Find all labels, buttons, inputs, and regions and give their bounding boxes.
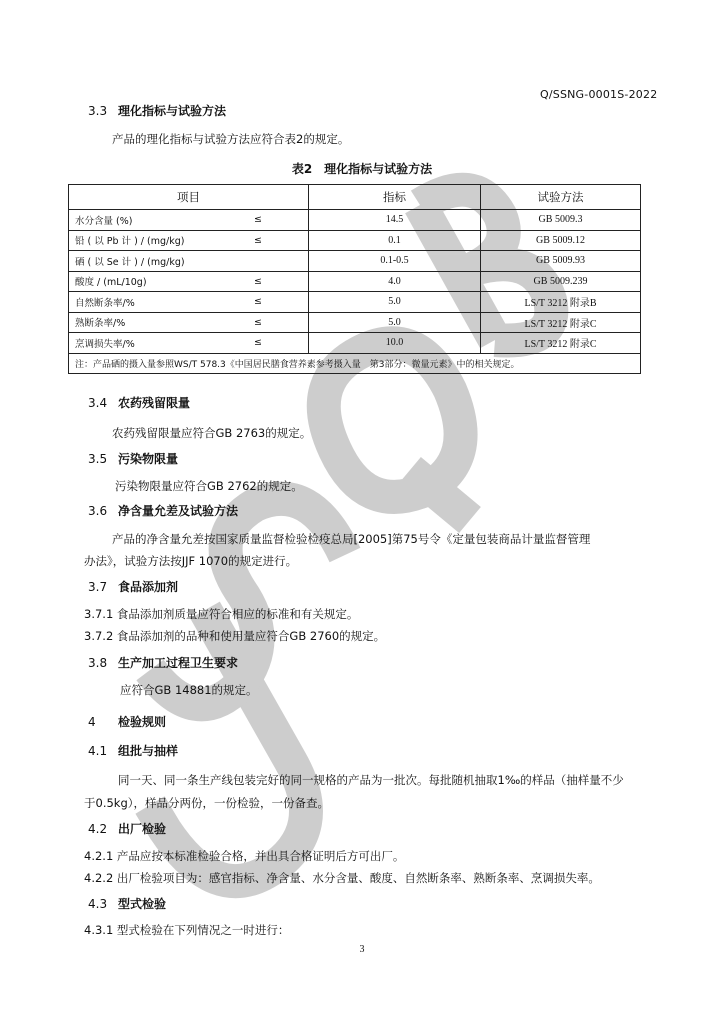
row-item: 烹调损失率/% (75, 338, 135, 350)
page-number: 3 (359, 944, 365, 955)
row-value: 4.0 (309, 271, 481, 292)
section-number: 3.3 (88, 104, 108, 118)
section-title: 农药残留限量 (118, 396, 191, 410)
table-row (69, 271, 641, 292)
table-row (69, 292, 641, 313)
section-title: 型式检验 (118, 897, 167, 911)
section-3-7-heading (88, 578, 178, 595)
section-3-6-text-line1: 产品的净含量允差按国家质量监督检验检疫总局[2005]第75号令《定量包装商品计量监督管理 (112, 532, 591, 546)
row-operator: ≤ (254, 296, 262, 308)
row-value: 10.0 (309, 333, 481, 354)
table-row (69, 210, 641, 231)
section-title: 出厂检验 (118, 822, 167, 836)
row-value: 0.1 (309, 230, 481, 251)
section-4-1-text-line1: 同一天、同一条生产线包装完好的同一规格的产品为一批次。每批随机抽取1‰的样品（抽样量不少 (118, 773, 624, 787)
row-item: 水分含量 (%) (75, 215, 133, 227)
section-4-2-2: 4.2.2 出厂检验项目为：感官指标、净含量、水分含量、酸度、自然断条率、熟断条率、烹调损失率。 (84, 871, 600, 885)
section-4-3-1: 4.3.1 型式检验在下列情况之一时进行： (84, 923, 290, 937)
table-note: 注：产品硒的摄入量参照WS/T 578.3《中国居民膳食营养素参考摄入量 第3部分：微量元素》中的相关规定。 (69, 353, 641, 374)
section-number: 4.2 (88, 822, 108, 836)
section-4-1-text-line2: 于0.5kg），样品分两份，一份检验，一份备查。 (84, 796, 329, 810)
section-number: 4.1 (88, 744, 108, 758)
row-item: 熟断条率/% (75, 318, 126, 330)
section-4-2-1: 4.2.1 产品应按本标准检验合格，并出具合格证明后方可出厂。 (84, 849, 405, 863)
row-method: GB 5009.93 (481, 251, 641, 272)
row-operator: ≤ (254, 316, 262, 328)
row-item: 自然断条率/% (75, 297, 135, 309)
section-3-6-heading (88, 502, 238, 519)
table-caption: 表2 理化指标与试验方法 (291, 162, 433, 176)
watermark-letter-s (150, 499, 345, 705)
section-title: 食品添加剂 (118, 580, 179, 594)
section-title: 理化指标与试验方法 (118, 104, 227, 118)
section-number: 3.8 (88, 656, 108, 670)
table-row (69, 333, 641, 354)
header-value: 指标 (309, 185, 481, 210)
table-note-row (69, 353, 641, 374)
row-item: 酸度 / (mL/10g) (75, 277, 147, 289)
section-4-1-heading (88, 742, 178, 759)
section-4-heading (88, 713, 166, 730)
row-operator: ≤ (254, 337, 262, 349)
row-method: GB 5009.239 (481, 271, 641, 292)
row-item: 硒 ( 以 Se 计 ) / (mg/kg) (75, 256, 185, 268)
header-method: 试验方法 (481, 185, 641, 210)
section-title: 生产加工过程卫生要求 (118, 656, 239, 670)
row-value: 5.0 (309, 312, 481, 333)
section-title: 净含量允差及试验方法 (118, 504, 239, 518)
row-operator: ≤ (254, 234, 262, 246)
table-row (69, 230, 641, 251)
section-3-5-heading (88, 450, 178, 467)
section-number: 4 (88, 715, 96, 729)
section-title: 检验规则 (118, 715, 167, 729)
section-3-7-1: 3.7.1 食品添加剂质量应符合相应的标准和有关规定。 (84, 607, 359, 621)
row-method: GB 5009.12 (481, 230, 641, 251)
section-3-5-text: 污染物限量应符合GB 2762的规定。 (115, 479, 303, 493)
section-3-7-2: 3.7.2 食品添加剂的品种和使用量应符合GB 2760的规定。 (84, 629, 386, 643)
table-row (69, 251, 641, 272)
row-value: 5.0 (309, 292, 481, 313)
section-number: 4.3 (88, 897, 108, 911)
row-method: GB 5009.3 (481, 210, 641, 231)
row-value: 14.5 (309, 210, 481, 231)
document-number: Q/SSNG-0001S-2022 (540, 88, 658, 101)
section-3-6-text-line2: 办法》，试验方法按JJF 1070的规定进行。 (84, 554, 298, 568)
section-number: 3.4 (88, 396, 108, 410)
section-number: 3.7 (88, 580, 108, 594)
row-method: LS/T 3212 附录B (481, 292, 641, 313)
section-3-4-text: 农药残留限量应符合GB 2763的规定。 (112, 426, 312, 440)
section-4-3-heading (88, 895, 166, 912)
row-item: 铅 ( 以 Pb 计 ) / (mg/kg) (75, 236, 185, 248)
section-4-2-heading (88, 820, 166, 837)
section-number: 3.5 (88, 452, 108, 466)
row-operator: ≤ (254, 214, 262, 226)
row-operator: ≤ (254, 275, 262, 287)
section-3-8-text: 应符合GB 14881的规定。 (120, 683, 258, 697)
section-3-3-text: 产品的理化指标与试验方法应符合表2的规定。 (112, 132, 350, 146)
row-method: LS/T 3212 附录C (481, 333, 641, 354)
section-3-8-heading (88, 654, 238, 671)
table-header-row (69, 185, 641, 210)
section-3-4-heading (88, 394, 190, 411)
table-row (69, 312, 641, 333)
header-item: 项目 (69, 185, 309, 210)
row-value: 0.1-0.5 (309, 251, 481, 272)
section-title: 组批与抽样 (118, 744, 179, 758)
row-method: LS/T 3212 附录C (481, 312, 641, 333)
spec-table (68, 184, 641, 374)
section-3-3-heading (88, 102, 226, 119)
section-title: 污染物限量 (118, 452, 179, 466)
section-number: 3.6 (88, 504, 108, 518)
